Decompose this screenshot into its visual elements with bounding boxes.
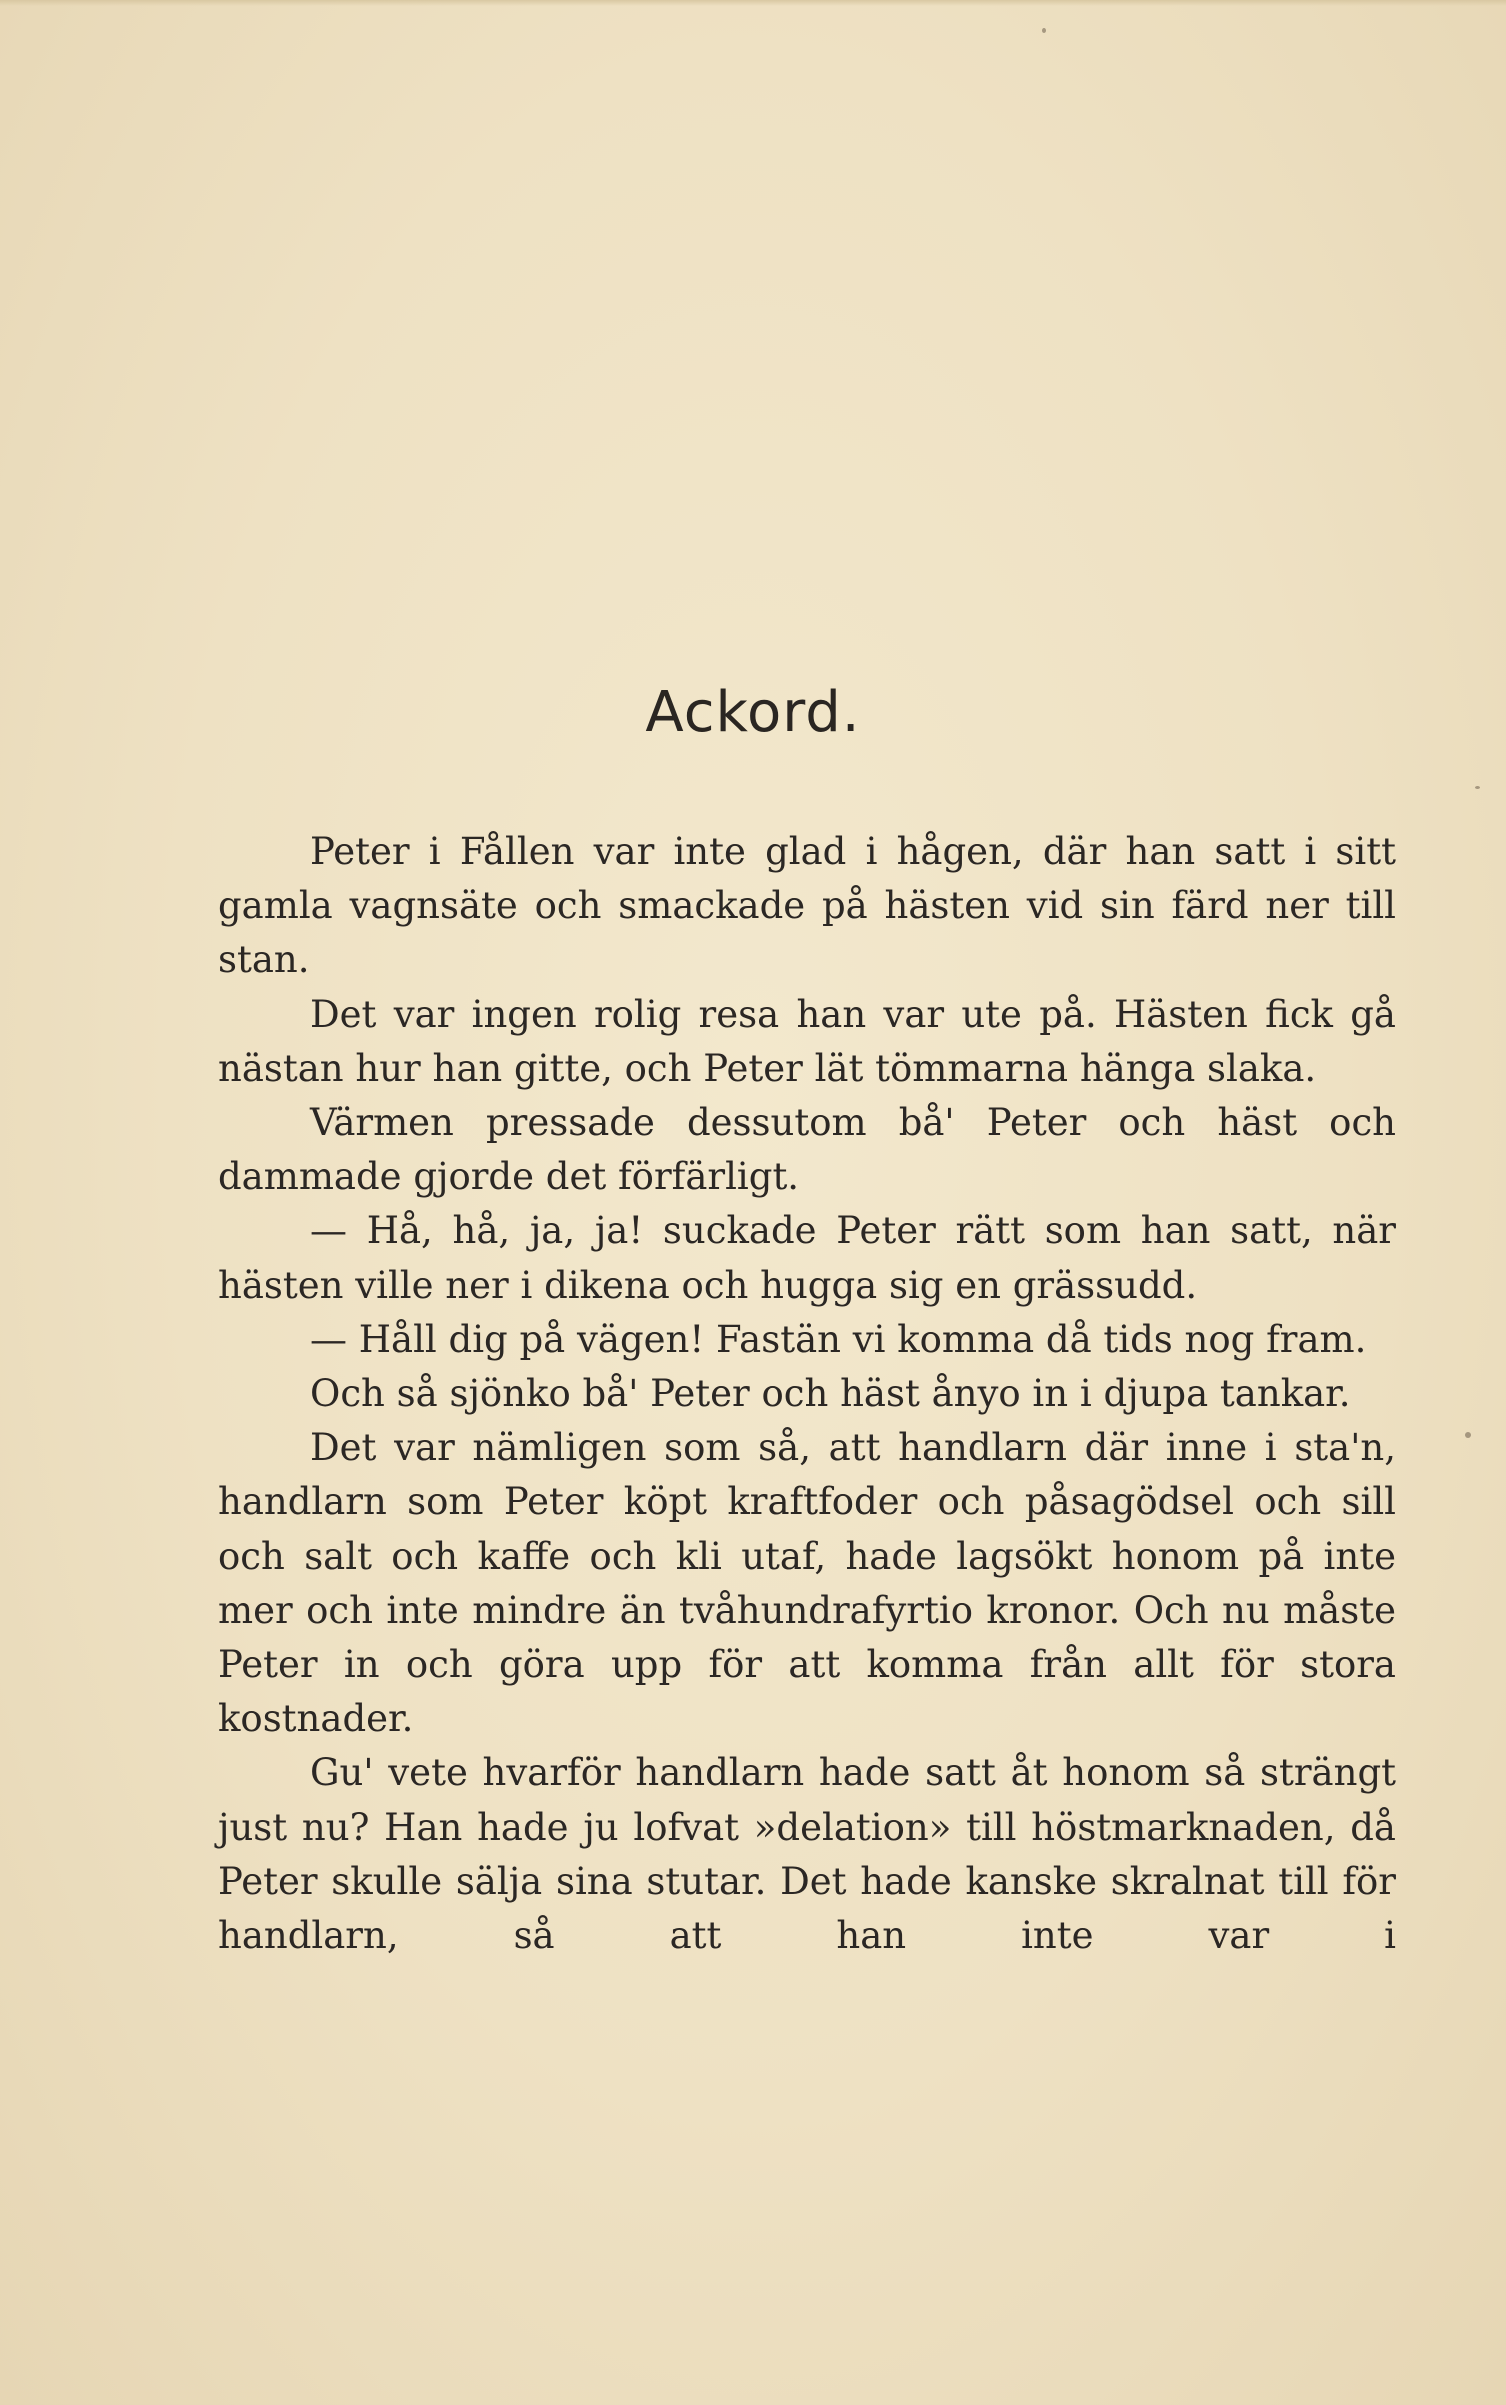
paragraph: — Hå, hå, ja, ja! suckade Peter rätt som han satt, när hästen ville ner i dikena och hugga sig en grässudd. [218, 1209, 1396, 1307]
paper-speck [1475, 786, 1480, 789]
chapter-title: Ackord. [645, 680, 861, 745]
paragraph: Det var nämligen som så, att handlarn där inne i sta'n, handlarn som Peter köpt kraftfoder och påsagödsel och sill och salt och kaffe och kli utaf, hade lagsökt honom på inte mer och inte mindre än tvåhundrafyrtio kronor. Och nu måste Peter in och göra upp för att komma från allt för stora kostnader. [218, 1426, 1396, 1741]
paragraph: Peter i Fållen var inte glad i hågen, där han satt i sitt gamla vagnsäte och smackade på hästen vid sin färd ner till stan. [218, 830, 1396, 982]
paragraph: Värmen pressade dessutom bå' Peter och häst och dammade gjorde det förfärligt. [218, 1101, 1396, 1199]
paragraph: Det var ingen rolig resa han var ute på. Hästen fick gå nästan hur han gitte, och Peter lät tömmarna hänga slaka. [218, 992, 1396, 1090]
paper-speck [1042, 28, 1046, 33]
paragraph: Och så sjönko bå' Peter och häst ånyo in i djupa tankar. [310, 1372, 1351, 1416]
body-text [218, 825, 1396, 1963]
paper-speck [1465, 1432, 1471, 1438]
paragraph: — Håll dig på vägen! Fastän vi komma då tids nog fram. [310, 1317, 1367, 1361]
page-top-edge [0, 0, 1506, 6]
paragraph: Gu' vete hvarför handlarn hade satt åt honom så strängt just nu? Han hade ju lofvat »delation» till höstmarknaden, då Peter skulle sälja sina stutar. Det hade kanske skralnat till för handlarn, så att han inte var i [218, 1751, 1396, 1958]
